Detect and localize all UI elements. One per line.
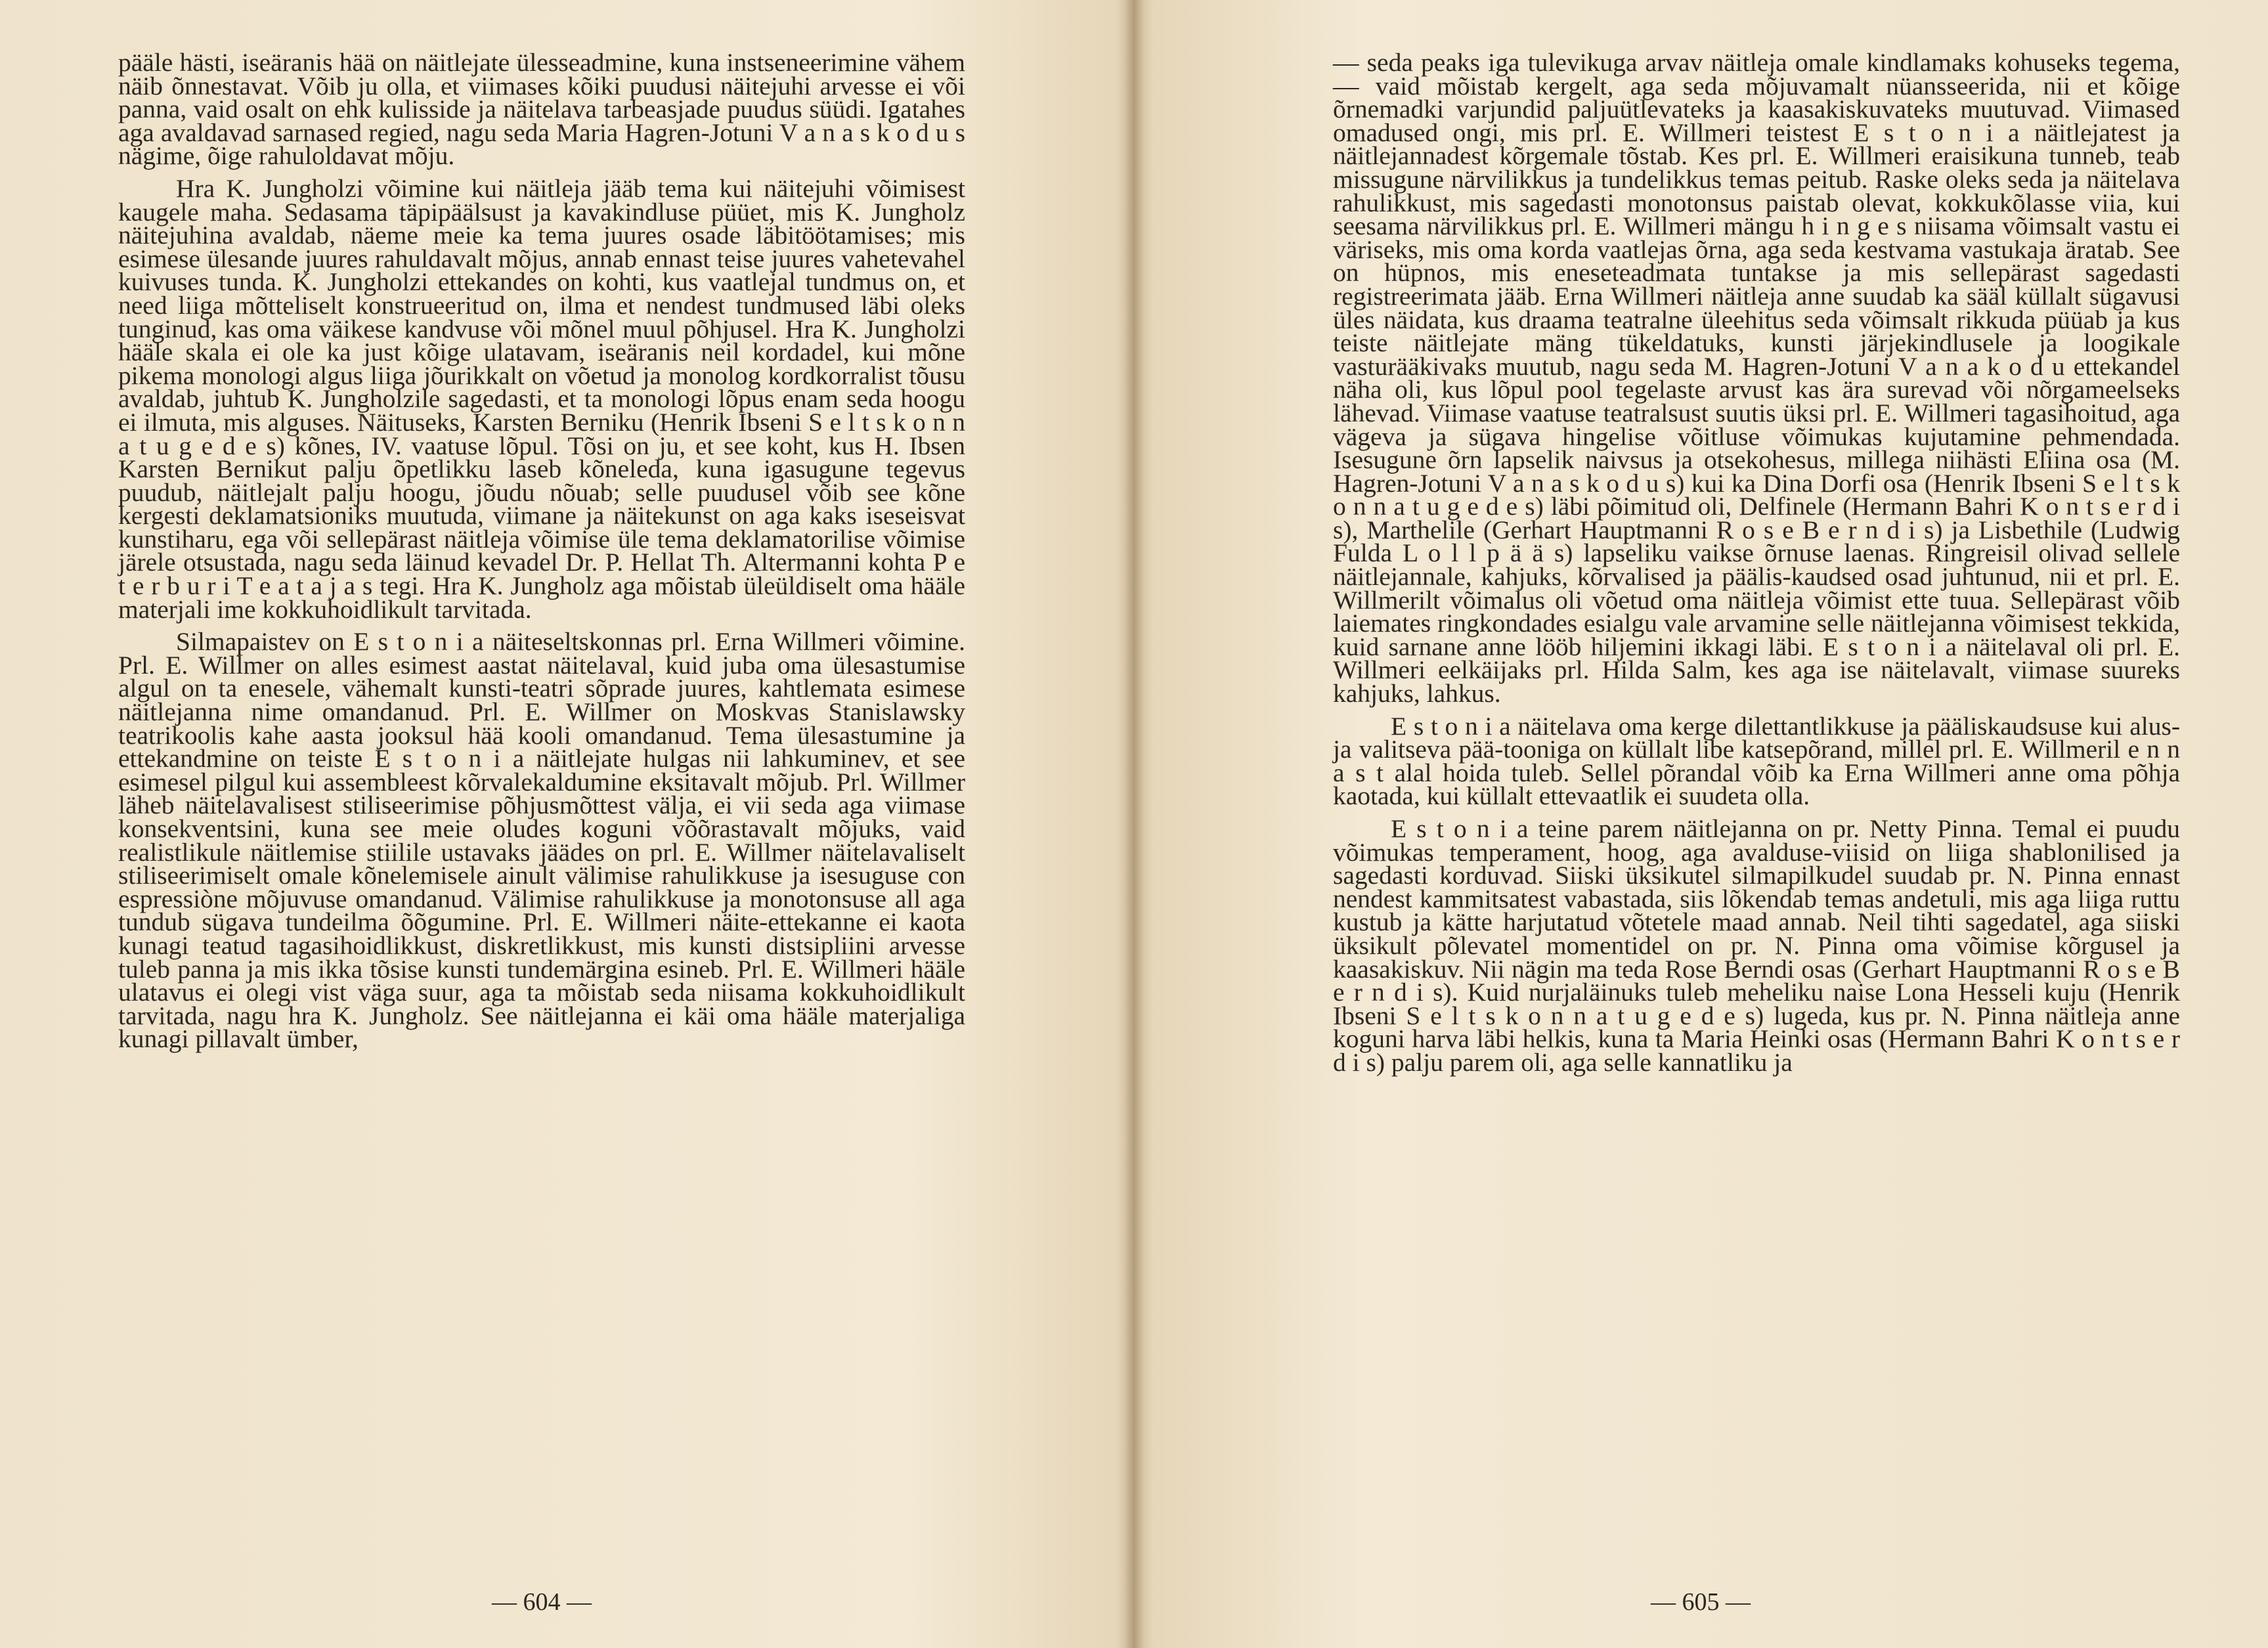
book-gutter	[1124, 0, 1144, 1648]
right-page-number: — 605 —	[1651, 1588, 1751, 1616]
left-paragraph-2: Hra K. Jungholzi võimine kui näitleja jääb tema kui näitejuhi võimisest kaugele maha. Sedasama täpipäälsust ja kavakindluse püüet, mis K. Jungholz näitejuhina avaldab, näeme meie ka tema juures osade läbitöötamises; mis esimese ülesande juures rahuldavalt mõjus, annab ennast teise juures vahetevahel kuivuses tunda. K. Jungholzi ettekandes on kohti, kus vaatlejal tundmus on, et need liiga mõtteliselt konstrueeritud on, ilma et nendest tundmused läbi oleks tunginud, kas oma väikese kandvuse või mõnel muul põhjusel. Hra K. Jungholzi hääle skala ei ole ka just kõige ulatavam, iseäranis neil kordadel, kui mõne pikema monologi algus liiga jõurikkalt on võetud ja monolog kordkorralist tõusu avaldab, juhtub K. Jungholzile sagedasti, et ta monologi lõpus enam seda hoogu ei ilmuta, mis alguses. Näituseks, Karsten Berniku (Henrik Ibseni S e l t s k o n n a t u g e d e s) kõnes, IV. vaatuse lõpul. Tõsi on ju, et see koht, kus H. Ibsen Karsten Bernikut palju õpetlikku laseb kõneleda, kuna igasugune tegevus puudub, näitlejalt palju hoogu, jõudu nõuab; selle puudusel võib see kõne kergesti deklamatsioniks muutuda, viimane ja näitekunst on aga kaks iseseisvat kunstiharu, ega või sellepärast näitleja võimise üle tema deklamatorilise võimise järele otsustada, nagu seda läinud kevadel Dr. P. Hellat Th. Altermanni kohta P e t e r b u r i T e a t a j a s tegi. Hra K. Jungholz aga mõistab üleüldiselt oma hääle materjali ime kokkuhoidlikult tarvitada.	[118, 173, 965, 624]
right-paragraph-2: E s t o n i a näitelava oma kerge dilettantlikkuse ja pääliskaudsuse kui alus- ja valitseva pää-tooniga on küllalt libe katsepõrand, millel prl. E. Willmeril e n n a s t alal hoida tuleb. Sellel põrandal võib ka Erna Willmeri anne oma põhja kaotada, kui küllalt ettevaatlik ei suudeta olla.	[1333, 711, 2180, 811]
left-page	[118, 48, 965, 1581]
left-paragraph-1: pääle hästi, iseäranis hää on näitlejate ülesseadmine, kuna instseneerimine vähem näib õnnestavat. Võib ju olla, et viimases kõiki puudusi näitejuhi arvesse ei või panna, vaid osalt on ehk kulisside ja näitelava tarbeasjade puudus süüdi. Igatahes aga avaldavad sarnased regied, nagu seda Maria Hagren-Jotuni V a n a s k o d u s nägime, õige rahuloldavat mõju.	[118, 48, 965, 171]
right-paragraph-1: — seda peaks iga tulevikuga arvav näitleja omale kindlamaks kohuseks tegema, — vaid mõistab kergelt, aga seda mõjuvamalt nüansseerida, nii et kõige õrnemadki varjundid paljuütlevateks ja kaasakiskuvateks muutuvad. Viimased omadused ongi, mis prl. E. Willmeri teistest E s t o n i a näitlejatest ja näitlejannadest kõrgemale tõstab. Kes prl. E. Willmeri eraisikuna tunneb, teab missugune närvilikkus ja tundelikkus temas peitub. Raske oleks seda ja näitelava rahulikkust, mis sagedasti monotonsus paistab olevat, kokkukõlasse viia, kui seesama närvilikkus prl. E. Willmeri mängu h i n g e s niisama võimsalt vastu ei väriseks, mis oma korda vaatlejas õrna, aga seda kestvama vastukaja äratab. See on hüpnos, mis eneseteadmata tuntakse ja mis sellepärast sagedasti registreerimata jääb. Erna Willmeri näitleja anne suudab ka sääl küllalt sügavusi üles näidata, kus draama teatralne üleehitus seda võimsalt rikkuda püüab ja kus teiste näitlejate mäng tükeldatuks, kunsti järjekindlusele ja loogikale vasturääkivaks muutub, nagu seda M. Hagren-Jotuni V a n a k o d u ettekandel näha oli, kus lõpul pool tegelaste arvust kas ära surevad või nõrgameelseks lähevad. Viimase vaatuse teatralsust suutis üksi prl. E. Willmeri tagasihoitud, aga vägeva ja sügava hingelise võitluse võimukas kujutamine pehmendada. Isesugune õrn lapselik naivsus ja otsekohesus, millega niihästi Eliina osa (M. Hagren-Jotuni V a n a s k o d u s) kui ka Dina Dorfi osa (Henrik Ibseni S e l t s k o n n a t u g e d e s) läbi põimitud oli, Delfinele (Hermann Bahri K o n t s e r d i s), Marthelile (Gerhart Hauptmanni R o s e B e r n d i s) ja Lisbethile (Ludwig Fulda L o l l p ä ä s) lapseliku vaikse õrnuse laenas. Ringreisil olivad sellele näitlejannale, kahjuks, kõrvalised ja päälis-kaudsed osad juhtunud, nii et prl. E. Willmerilt võimalus oli võetud oma näitleja võimist ette tuua. Sellepärast võib laiemates ringkondades esialgu vale arvamine selle näitlejanna võimisest tekkida, kuid sarnane anne lööb hiljemini ikkagi läbi. E s t o n i a näitelaval oli prl. E. Willmeri eelkäijaks prl. Hilda Salm, kes aga ise näitelavalt, viimase suureks kahjuks, lahkus.	[1333, 48, 2180, 708]
right-page	[1333, 48, 2180, 1581]
right-paragraph-3: E s t o n i a teine parem näitlejanna on pr. Netty Pinna. Temal ei puudu võimukas temperament, hoog, aga avalduse-viisid on liiga shablonilised ja sagedasti korduvad. Siiski üksikutel silmapilkudel suudab pr. N. Pinna ennast nendest kammitsatest vabastada, siis lõkendab temas andetuli, mis aga liiga ruttu kustub ja kätte harjutatud võtetele maad annab. Neil tihti sagedatel, aga siiski üksikult põlevatel momentidel on pr. N. Pinna oma võimise kõrgusel ja kaasakiskuv. Nii nägin ma teda Rose Berndi osas (Gerhart Hauptmanni R o s e B e r n d i s). Kuid nurjaläinuks tuleb meheliku naise Lona Hesseli kuju (Henrik Ibseni S e l t s k o n n a t u g e d e s) lugeda, kus pr. N. Pinna näitleja anne koguni harva läbi helkis, kuna ta Maria Heinki osas (Hermann Bahri K o n t s e r d i s) palju parem oli, aga selle kannatliku ja	[1333, 814, 2180, 1077]
left-paragraph-3: Silmapaistev on E s t o n i a näiteseltskonnas prl. Erna Willmeri võimine. Prl. E. Willmer on alles esimest aastat näitelaval, kuid juba oma ülesastumise algul on ta enesele, vähemalt kunsti-teatri sõprade juures, kahtlemata esimese näitlejanna nime omandanud. Prl. E. Willmer on Moskvas Stanislawsky teatrikoolis kahe aasta jooksul hää kooli omandanud. Tema ülesastumine ja ettekandmine on teiste E s t o n i a näitlejate hulgas nii lahkuminev, et see esimesel pilgul kui assembleest kõrvalekaldumine eksitavalt mõjub. Prl. Willmer läheb näitelavalisest stiliseerimise põhjusmõttest välja, ei vii seda aga viimase konsekventsini, kuna see meie oludes koguni võõrastavalt mõjuks, vaid realistlikule näitlemise stiilile ustavaks jäädes on prl. E. Willmer näitelavaliselt stiliseerimiselt omale kõnelemisele ainult välimise rahulikkuse ja isesuguse con espressiòne mõjuvuse omandanud. Välimise rahulikkuse ja monotonsuse all aga tundub sügava tundeilma õõgumine. Prl. E. Willmeri näite-ettekanne ei kaota kunagi teatud tagasihoidlikkust, diskretlikkust, mis kunsti distsipliini arvesse tuleb panna ja mis ikka tõsise kunsti tundemärgina esineb. Prl. E. Willmeri hääle ulatavus ei olegi vist väga suur, aga ta mõistab seda niisama kokkuhoidlikult tarvitada, nagu hra K. Jungholz. See näitlejanna ei käi oma hääle materjaliga kunagi pillavalt ümber,	[118, 627, 965, 1054]
left-page-number: — 604 —	[492, 1588, 592, 1616]
